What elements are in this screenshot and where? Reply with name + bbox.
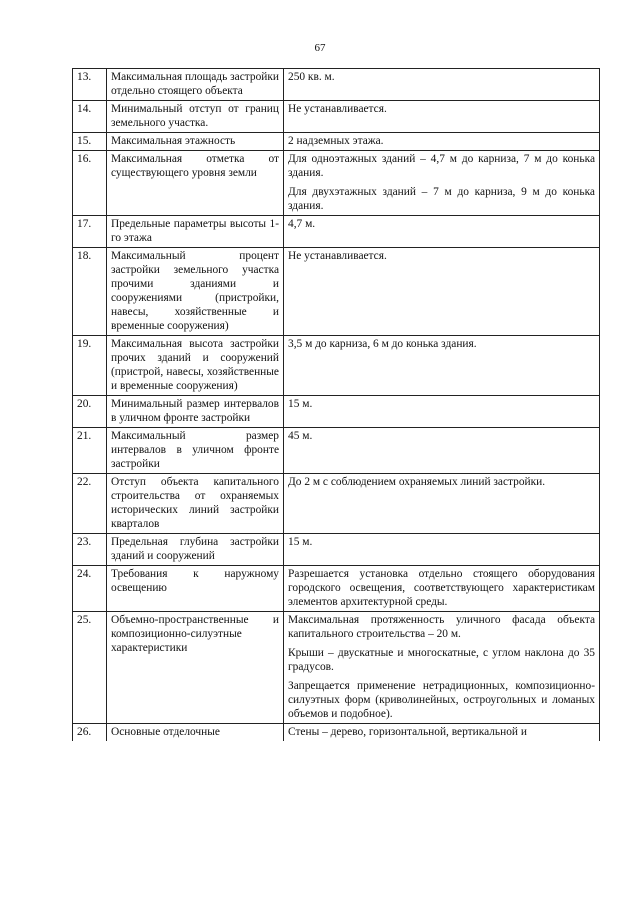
parameter-value-paragraph: Не устанавливается.	[288, 250, 387, 262]
parameter-name: Максимальная высота застройки прочих зданий и сооружений (пристрой, навесы, хозяйственные и временные сооружения)	[107, 336, 284, 396]
table-row	[73, 151, 600, 216]
parameter-value	[284, 101, 600, 133]
parameter-name: Предельная глубина застройки зданий и сооружений	[107, 534, 284, 566]
row-number: 23.	[73, 534, 107, 566]
page-number: 67	[314, 42, 326, 54]
parameter-value	[284, 428, 600, 474]
row-number: 16.	[73, 151, 107, 216]
parameter-value-paragraph: 250 кв. м.	[288, 71, 335, 83]
table-row	[73, 396, 600, 428]
parameter-name: Максимальная отметка от существующего уровня земли	[107, 151, 284, 216]
table-row	[73, 428, 600, 474]
parameter-value-paragraph: Запрещается применение нетрадиционных, композиционно-силуэтных форм (криволинейных, остроугольных и ломаных объемов и подобное).	[288, 680, 595, 720]
parameter-name: Минимальный размер интервалов в уличном фронте застройки	[107, 396, 284, 428]
parameter-value	[284, 216, 600, 248]
row-number: 21.	[73, 428, 107, 474]
row-number: 14.	[73, 101, 107, 133]
parameter-name: Объемно-пространственные и композиционно-силуэтные характеристики	[107, 612, 284, 724]
parameter-value	[284, 566, 600, 612]
table-row	[73, 534, 600, 566]
parameter-value	[284, 724, 600, 742]
parameter-name: Максимальная площадь застройки отдельно стоящего объекта	[107, 69, 284, 101]
row-number: 25.	[73, 612, 107, 724]
row-number: 19.	[73, 336, 107, 396]
row-number: 15.	[73, 133, 107, 151]
parameter-value	[284, 133, 600, 151]
table-row	[73, 248, 600, 336]
parameter-value	[284, 151, 600, 216]
table-row	[73, 612, 600, 724]
parameter-value	[284, 534, 600, 566]
parameter-value	[284, 474, 600, 534]
table-row	[73, 69, 600, 101]
parameter-name: Максимальная этажность	[107, 133, 284, 151]
parameter-value	[284, 69, 600, 101]
parameter-value-paragraph: 15 м.	[288, 536, 313, 548]
table-row	[73, 216, 600, 248]
parameter-value-paragraph: 2 надземных этажа.	[288, 135, 384, 147]
parameter-value-paragraph: Крыши – двускатные и многоскатные, с углом наклона до 35 градусов.	[288, 647, 595, 673]
row-number: 26.	[73, 724, 107, 742]
row-number: 24.	[73, 566, 107, 612]
table-row	[73, 474, 600, 534]
parameter-value-paragraph: 15 м.	[288, 398, 313, 410]
parameter-name: Максимальный процент застройки земельного участка прочими зданиями и сооружениями (пристройки, навесы, хозяйственные и временные сооружения)	[107, 248, 284, 336]
parameter-value	[284, 248, 600, 336]
parameter-value-paragraph: Не устанавливается.	[288, 103, 387, 115]
parameter-value-paragraph: 45 м.	[288, 430, 313, 442]
parameters-table	[72, 68, 600, 741]
parameter-value	[284, 336, 600, 396]
parameter-name: Предельные параметры высоты 1-го этажа	[107, 216, 284, 248]
parameter-value-paragraph: 3,5 м до карниза, 6 м до конька здания.	[288, 338, 477, 350]
parameter-name: Минимальный отступ от границ земельного участка.	[107, 101, 284, 133]
parameter-value-paragraph: Максимальная протяженность уличного фасада объекта капитального строительства – 20 м.	[288, 614, 595, 640]
table-row	[73, 133, 600, 151]
parameter-name: Основные отделочные	[107, 724, 284, 742]
parameter-value-paragraph: Для одноэтажных зданий – 4,7 м до карниза, 7 м до конька здания.	[288, 153, 595, 179]
row-number: 20.	[73, 396, 107, 428]
row-number: 18.	[73, 248, 107, 336]
parameter-value	[284, 396, 600, 428]
parameter-value	[284, 612, 600, 724]
row-number: 13.	[73, 69, 107, 101]
parameter-value-paragraph: Стены – дерево, горизонтальной, вертикальной и	[288, 726, 527, 738]
parameter-value-paragraph: 4,7 м.	[288, 218, 316, 230]
row-number: 17.	[73, 216, 107, 248]
parameter-name: Максимальный размер интервалов в уличном фронте застройки	[107, 428, 284, 474]
parameter-name: Требования к наружному освещению	[107, 566, 284, 612]
parameter-value-paragraph: Для двухэтажных зданий – 7 м до карниза, 9 м до конька здания.	[288, 186, 595, 212]
table-row	[73, 336, 600, 396]
table-row	[73, 101, 600, 133]
table-row	[73, 724, 600, 742]
row-number: 22.	[73, 474, 107, 534]
table-row	[73, 566, 600, 612]
parameter-value-paragraph: Разрешается установка отдельно стоящего оборудования городского освещения, соответствующего характеристикам элементов архитектурной среды.	[288, 568, 595, 608]
parameter-name: Отступ объекта капитального строительства от охраняемых исторических линий застройки кварталов	[107, 474, 284, 534]
parameter-value-paragraph: До 2 м с соблюдением охраняемых линий застройки.	[288, 476, 546, 488]
